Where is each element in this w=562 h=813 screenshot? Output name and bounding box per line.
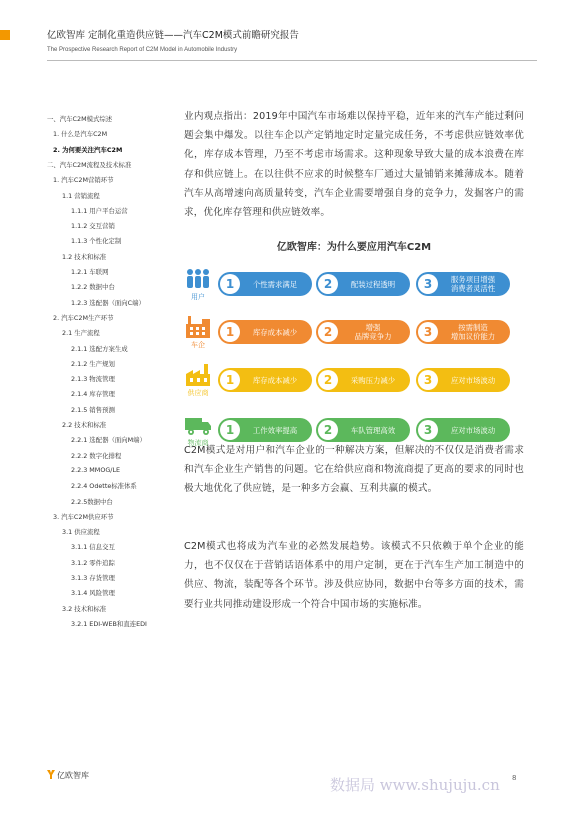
benefit-number: 2 [318,322,338,342]
toc-item[interactable]: 2.2.1 选配器（面向M端） [71,436,146,445]
benefit-text: 库存成本减少 [252,375,298,385]
body-paragraph-2: C2M模式是对用户和汽车企业的一种解决方案，但解决的不仅仅是消费者需求和汽车企业生产销售的问题。它在给供应商和物流商提了更高的要求的同时也极大地优化了供应链，是一种多方会赢、互利共赢的模式。 [184,445,524,495]
toc-item[interactable]: 3.1.2 零件追踪 [71,558,115,567]
benefit-number: 3 [418,322,438,342]
toc-item[interactable]: 2.1 生产流程 [62,329,100,338]
benefit-number: 3 [418,274,438,294]
toc-item[interactable]: 1.1 营销流程 [62,191,100,200]
benefit-pill [416,272,510,296]
benefit-number: 1 [220,370,240,390]
footer-logo [47,770,89,781]
diagram-row-label: 车企 [191,341,205,349]
benefit-text: 应对市场波动 [450,425,496,435]
body-paragraph-1: 业内观点指出：2019年中国汽车市场难以保持平稳，近年来的汽车产能过剩问题会集中爆发。以往车企以产定销地定时定量完成任务，不考虑供应链效率优化，库存成本管理，乃至不考虑市场需求。这种现象导致大量的成本浪费在库存和供应链上。在以往供不应求的时候整车厂通过大量铺销来摊薄成本。随着汽车从高增速向高质量转变，汽车企业需要增强自身的竞争力，发掘客户的需求，优化库存管理和供应链效率。 [184,111,524,219]
toc-item[interactable]: 2.2.4 Odette标准体系 [71,482,137,491]
toc-item[interactable]: 3.2 技术和标准 [62,604,107,613]
toc-item[interactable]: 3.1.4 风险管理 [71,589,115,598]
toc-item[interactable]: 1.2 技术和标准 [62,252,107,261]
toc-item[interactable]: 1.2.3 选配器（面向C端） [71,298,145,307]
toc-item[interactable]: 2.2.3 MMOG/LE [71,465,121,474]
diagram-row-label: 物流商 [187,439,209,447]
benefit-text: 个性需求满足 [252,279,298,289]
benefit-number: 1 [220,420,240,440]
benefit-pill [316,418,410,442]
header-divider [47,60,537,61]
toc-item[interactable]: 1.2.2 数据中台 [71,283,115,292]
toc-item[interactable]: 2.1.3 物流管理 [71,375,115,384]
toc-item[interactable]: 1.1.2 交互营销 [71,222,115,231]
toc-item[interactable]: 2.1.1 选配方案生成 [71,344,128,353]
toc-item[interactable]: 2.2 技术和标准 [62,421,107,429]
benefit-text: 按需制造 增加议价能力 [450,323,496,341]
benefit-pill [316,368,410,392]
diagram-row [182,364,522,398]
toc-item[interactable]: 2.2.2 数字化排程 [71,451,122,460]
toc-item[interactable]: 2. 为何要关注汽车C2M [53,145,123,154]
toc-item[interactable]: 2.2.5数据中台 [71,497,113,506]
benefit-pill [416,418,510,442]
header-accent-bar [0,30,10,40]
footer-logo-text: 亿欧智库 [57,771,89,780]
benefit-text: 工作效率提高 [252,425,298,435]
toc-item[interactable]: 1. 汽车C2M营销环节 [53,176,114,185]
diagram-title: 亿欧智库：为什么要应用汽车C2M [276,242,432,253]
benefit-pill [218,368,312,392]
body-paragraph-3: C2M模式也将成为汽车业的必然发展趋势。该模式不只依赖于单个企业的能力，也不仅仅在于营销话语体系中的用户定制，更在于汽车生产加工制造中的供应、物流，装配等各个环节。涉及供应协同，数据中台等多方面的技术，需要行业共同推动建设形成一个符合中国市场的实施标准。 [184,541,524,610]
benefit-number: 2 [318,420,338,440]
toc-item[interactable]: 3.1.1 信息交互 [71,543,115,552]
toc-item[interactable]: 1.1.1 用户平台运营 [71,206,128,215]
benefit-number: 1 [220,322,240,342]
yiou-logo-icon [47,770,55,779]
benefit-number: 2 [318,370,338,390]
header-title: 亿欧智库 定制化重造供应链——汽车C2M模式前瞻研究报告 [47,30,299,41]
toc-item[interactable]: 3.1 供应流程 [62,528,100,537]
benefit-number: 1 [220,274,240,294]
diagram-row [182,316,522,350]
toc-item[interactable]: 2. 汽车C2M生产环节 [53,313,114,322]
toc-item[interactable]: 3.2.1 EDI-WEB和直连EDI [71,619,147,628]
benefit-text: 车队管理高效 [350,425,396,435]
benefit-pill [218,320,312,344]
toc-item[interactable]: 3.1.3 存货管理 [71,574,115,582]
diagram-row [182,268,522,302]
benefit-pill [218,272,312,296]
page-header [0,0,562,70]
benefit-pill [416,368,510,392]
toc-item[interactable]: 二、汽车C2M流程及技术标准 [47,160,132,169]
benefit-text: 服务项目增强 消费者灵活性 [450,275,496,293]
benefit-text: 配装过程透明 [350,279,396,289]
benefit-text: 库存成本减少 [252,327,298,337]
diagram-row-label: 供应商 [187,389,209,397]
diagram-row-label: 用户 [191,293,205,301]
benefit-text: 采购压力减少 [350,375,396,385]
benefit-text: 应对市场波动 [450,375,496,385]
toc-item[interactable]: 1. 什么是汽车C2M [53,130,108,139]
benefit-text: 增强 品牌竞争力 [354,323,392,341]
toc-item[interactable]: 2.1.2 生产规划 [71,359,115,368]
toc-item[interactable]: 3. 汽车C2M供应环节 [53,512,114,521]
toc-item[interactable]: 1.2.1 车联网 [71,268,109,276]
benefit-number: 2 [318,274,338,294]
watermark: 数据局 www.shujuju.cn [330,776,500,794]
benefit-pill [316,320,410,344]
toc-item[interactable]: 1.1.3 个性化定制 [71,237,122,246]
header-subtitle: The Prospective Research Report of C2M Model in Automobile Industry [47,47,238,53]
benefit-pill [416,320,510,344]
benefit-number: 3 [418,370,438,390]
toc-item[interactable]: 一、汽车C2M模式综述 [47,115,113,123]
benefit-pill [218,418,312,442]
toc-item[interactable]: 2.1.4 库存管理 [71,390,115,399]
benefit-pill [316,272,410,296]
page-number: 8 [512,774,517,782]
toc-item[interactable]: 2.1.5 销售预测 [71,405,115,414]
benefit-number: 3 [418,420,438,440]
